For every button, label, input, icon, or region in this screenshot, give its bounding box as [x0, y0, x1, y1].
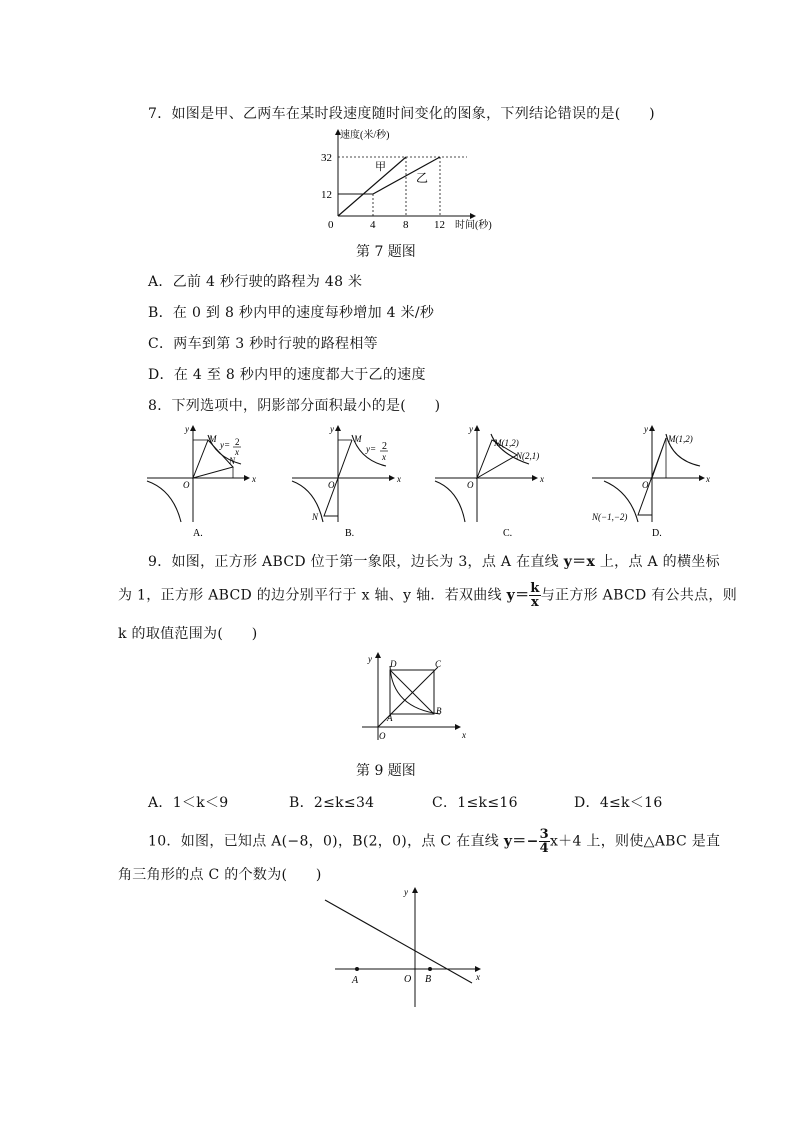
- hyperbola-branch-q3: [435, 481, 465, 522]
- point-c-label: C: [435, 659, 442, 669]
- q7-caption: 第 7 题图: [356, 244, 416, 260]
- y-axis-label: y: [368, 654, 372, 664]
- point-m-label: M(1,2): [668, 434, 693, 444]
- x-axis-label: x: [706, 474, 710, 484]
- q7-option-b: B．在 0 到 8 秒内甲的速度每秒增加 4 米/秒: [148, 305, 435, 321]
- point-m-label: M: [354, 434, 362, 444]
- x-axis-label: 时间(秒): [455, 220, 492, 231]
- q9-option-c: C．1≤k≤16: [432, 795, 518, 811]
- origin-label: O: [379, 731, 386, 741]
- equation-numerator: 2: [382, 441, 387, 452]
- series-jia-line: [338, 157, 406, 216]
- point-n-label: N(−1,−2): [592, 512, 628, 522]
- origin-label: O: [183, 480, 190, 490]
- series-yi-label: 乙: [416, 171, 429, 185]
- x-axis-label: x: [397, 474, 401, 484]
- q9-option-d: D．4≤k＜16: [574, 795, 663, 811]
- point-a-label: A: [352, 975, 359, 986]
- q9-line2: 为 1，正方形 ABCD 的边分别平行于 x 轴、y 轴．若双曲线 y＝ $\frac{k}{x}$ 与正方形 ABCD 有公共点，则: [118, 581, 738, 610]
- q10-figure: [320, 885, 490, 1010]
- origin-label: O: [404, 974, 412, 985]
- panel-letter: C.: [503, 528, 513, 539]
- origin-label: O: [642, 480, 649, 490]
- point-n-label: N(2,1): [516, 451, 540, 461]
- y-axis-label: y: [469, 424, 473, 434]
- point-m-label: M: [209, 434, 217, 444]
- equation-y: y=: [220, 440, 231, 450]
- q8-panel-b: [290, 422, 405, 540]
- x-axis-label: x: [462, 730, 466, 740]
- q9-line1: 9．如图，正方形 ABCD 位于第一象限，边长为 3，点 A 在直线 y＝x 上，点 A 的横坐标: [148, 554, 720, 570]
- point-n-label: N: [229, 456, 236, 466]
- q9-line3: k 的取值范围为( ): [118, 626, 258, 642]
- ytick-32: 32: [321, 152, 332, 164]
- xtick-4: 4: [370, 219, 376, 231]
- q8-panel-c: [433, 422, 548, 540]
- point-a-label: A: [387, 713, 393, 723]
- point-b-label: B: [436, 706, 442, 716]
- q8-panel-d: [590, 422, 715, 540]
- q7-option-c: C．两车到第 3 秒时行驶的路程相等: [148, 336, 378, 352]
- q9-option-b: B．2≤k≤34: [289, 795, 375, 811]
- q7-chart: [315, 126, 505, 236]
- origin-label: O: [328, 480, 335, 490]
- q9-figure: [360, 650, 470, 742]
- point-m-label: M(1,2): [494, 438, 519, 448]
- point-n-label: N: [312, 512, 319, 522]
- x-axis-label: x: [476, 972, 480, 982]
- x-axis-label: x: [252, 474, 256, 484]
- diagonal-db: [390, 670, 434, 714]
- panel-letter: D.: [652, 528, 662, 539]
- point-d-label: D: [390, 659, 397, 669]
- fraction-three-quarters: $\frac{3}{4}$: [539, 827, 549, 856]
- point-b: [428, 967, 432, 971]
- q7-stem: 7．如图是甲、乙两车在某时段速度随时间变化的图象，下列结论错误的是( ): [148, 106, 655, 122]
- equation-denominator: x: [382, 452, 386, 462]
- origin-label: O: [467, 480, 474, 490]
- y-axis-label: y: [404, 887, 408, 897]
- fraction-k-over-x: $\frac{k}{x}$: [530, 581, 540, 610]
- hyperbola-branch-q3: [147, 481, 181, 522]
- q8-stem: 8．下列选项中，阴影部分面积最小的是( ): [148, 398, 441, 414]
- y-axis-label: y: [185, 424, 189, 434]
- q9-option-a: A．1＜k＜9: [148, 795, 229, 811]
- line-c: [325, 900, 472, 983]
- xtick-12: 12: [434, 219, 445, 231]
- ytick-12: 12: [321, 189, 332, 201]
- y-axis-label: 速度(米/秒): [340, 130, 390, 141]
- q9-caption: 第 9 题图: [356, 763, 416, 779]
- series-jia-label: 甲: [375, 161, 386, 173]
- q7-option-d: D．在 4 至 8 秒内甲的速度都大于乙的速度: [148, 367, 426, 383]
- q10-line2: 角三角形的点 C 的个数为( ): [118, 867, 322, 883]
- equation-y: y=: [366, 444, 377, 454]
- point-b-label: B: [425, 974, 432, 985]
- point-a: [355, 967, 359, 971]
- x-axis-label: x: [540, 474, 544, 484]
- equation-numerator: 2: [235, 437, 240, 447]
- q10-line1: 10．如图，已知点 A(−8，0)，B(2，0)，点 C 在直线 y＝− $\frac{3}{4}$ x＋4 上，则使△ABC 是直: [148, 827, 721, 856]
- y-axis-label: y: [330, 424, 334, 434]
- panel-letter: A.: [193, 528, 203, 539]
- equation-denominator: x: [235, 447, 239, 457]
- q7-option-a: A．乙前 4 秒行驶的路程为 48 米: [148, 274, 363, 290]
- xtick-8: 8: [403, 219, 409, 231]
- panel-letter: B.: [345, 528, 355, 539]
- q8-panel-a: [145, 422, 260, 540]
- xtick-0: 0: [328, 219, 334, 231]
- hyperbola-branch-q3: [292, 481, 323, 522]
- y-axis-label: y: [644, 424, 648, 434]
